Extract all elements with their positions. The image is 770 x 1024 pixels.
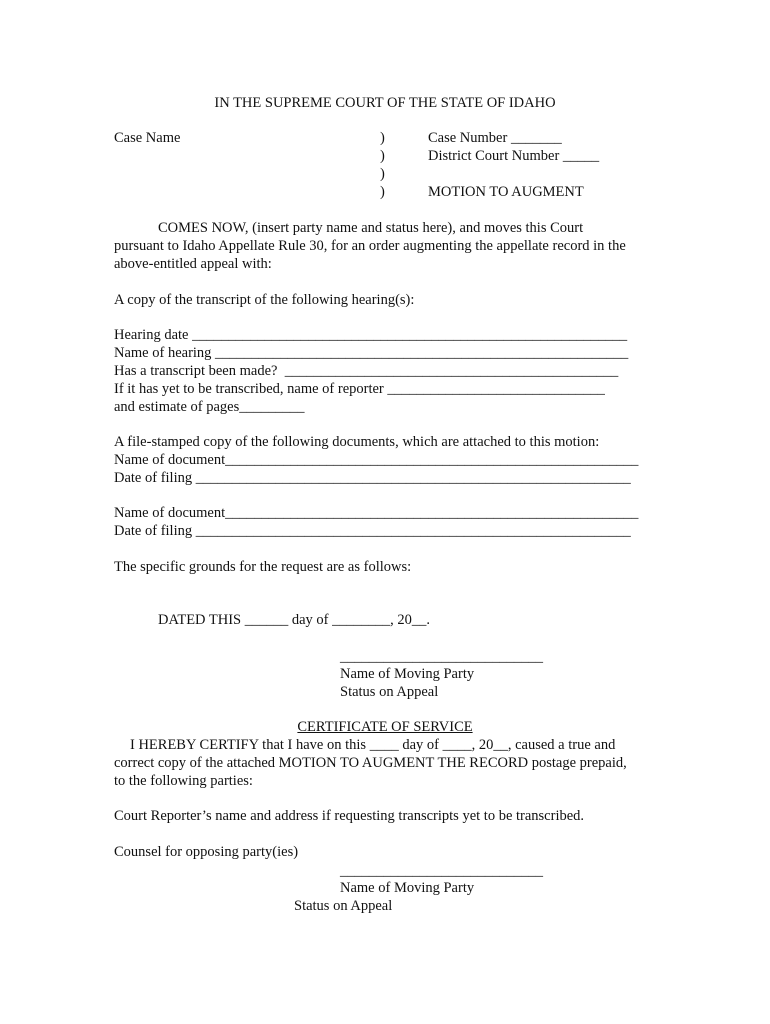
intro-line: above-entitled appeal with: bbox=[114, 256, 272, 272]
case-number-label: Case Number _______ bbox=[428, 130, 562, 146]
transcript-heading: A copy of the transcript of the following hearing(s): bbox=[114, 292, 415, 308]
caption-paren: ) bbox=[380, 148, 385, 164]
caption-paren: ) bbox=[380, 130, 385, 146]
court-title: IN THE SUPREME COURT OF THE STATE OF IDAHO bbox=[214, 95, 556, 111]
certificate-line: to the following parties: bbox=[114, 773, 253, 789]
caption-paren: ) bbox=[380, 166, 385, 182]
document-name-field: Name of document_________________________________________________________ bbox=[114, 505, 639, 521]
case-name-label: Case Name bbox=[114, 130, 181, 146]
date-of-filing-field: Date of filing ____________________________________________________________ bbox=[114, 523, 631, 539]
hearing-date-field: Hearing date ____________________________________________________________ bbox=[114, 327, 628, 343]
signature-line: ____________________________ bbox=[340, 649, 543, 665]
counsel-text: Counsel for opposing party(ies) bbox=[114, 844, 299, 860]
dated-line: DATED THIS ______ day of ________, 20__. bbox=[158, 612, 430, 628]
transcript-made-field: Has a transcript been made? ______________________________________________ bbox=[114, 363, 619, 379]
document-name-field: Name of document_________________________________________________________ bbox=[114, 452, 639, 468]
intro-line: COMES NOW, (insert party name and status here), and moves this Court bbox=[158, 220, 584, 236]
certificate-line: I HEREBY CERTIFY that I have on this ____ day of ____, 20__, caused a true and bbox=[130, 737, 616, 753]
documents-heading: A file-stamped copy of the following documents, which are attached to this motion: bbox=[114, 434, 600, 450]
name-of-hearing-field: Name of hearing _________________________________________________________ bbox=[114, 345, 629, 361]
signature-line: ____________________________ bbox=[340, 863, 543, 879]
date-of-filing-field: Date of filing ____________________________________________________________ bbox=[114, 470, 631, 486]
grounds-text: The specific grounds for the request are as follows: bbox=[114, 559, 412, 575]
moving-party-name: Name of Moving Party bbox=[340, 666, 475, 682]
certificate-title: CERTIFICATE OF SERVICE bbox=[297, 719, 473, 735]
caption-paren: ) bbox=[380, 184, 385, 200]
reporter-field: If it has yet to be transcribed, name of reporter ______________________________ bbox=[114, 381, 605, 397]
intro-line: pursuant to Idaho Appellate Rule 30, for an order augmenting the appellate record in the bbox=[114, 238, 626, 254]
estimate-pages-field: and estimate of pages_________ bbox=[114, 399, 305, 415]
district-court-number-label: District Court Number _____ bbox=[428, 148, 600, 164]
moving-party-name: Name of Moving Party bbox=[340, 880, 475, 896]
motion-title: MOTION TO AUGMENT bbox=[428, 184, 584, 200]
certificate-line: correct copy of the attached MOTION TO AUGMENT THE RECORD postage prepaid, bbox=[114, 755, 627, 771]
status-on-appeal: Status on Appeal bbox=[294, 898, 393, 914]
status-on-appeal: Status on Appeal bbox=[340, 684, 439, 700]
court-reporter-text: Court Reporter’s name and address if requesting transcripts yet to be transcribed. bbox=[114, 808, 585, 824]
